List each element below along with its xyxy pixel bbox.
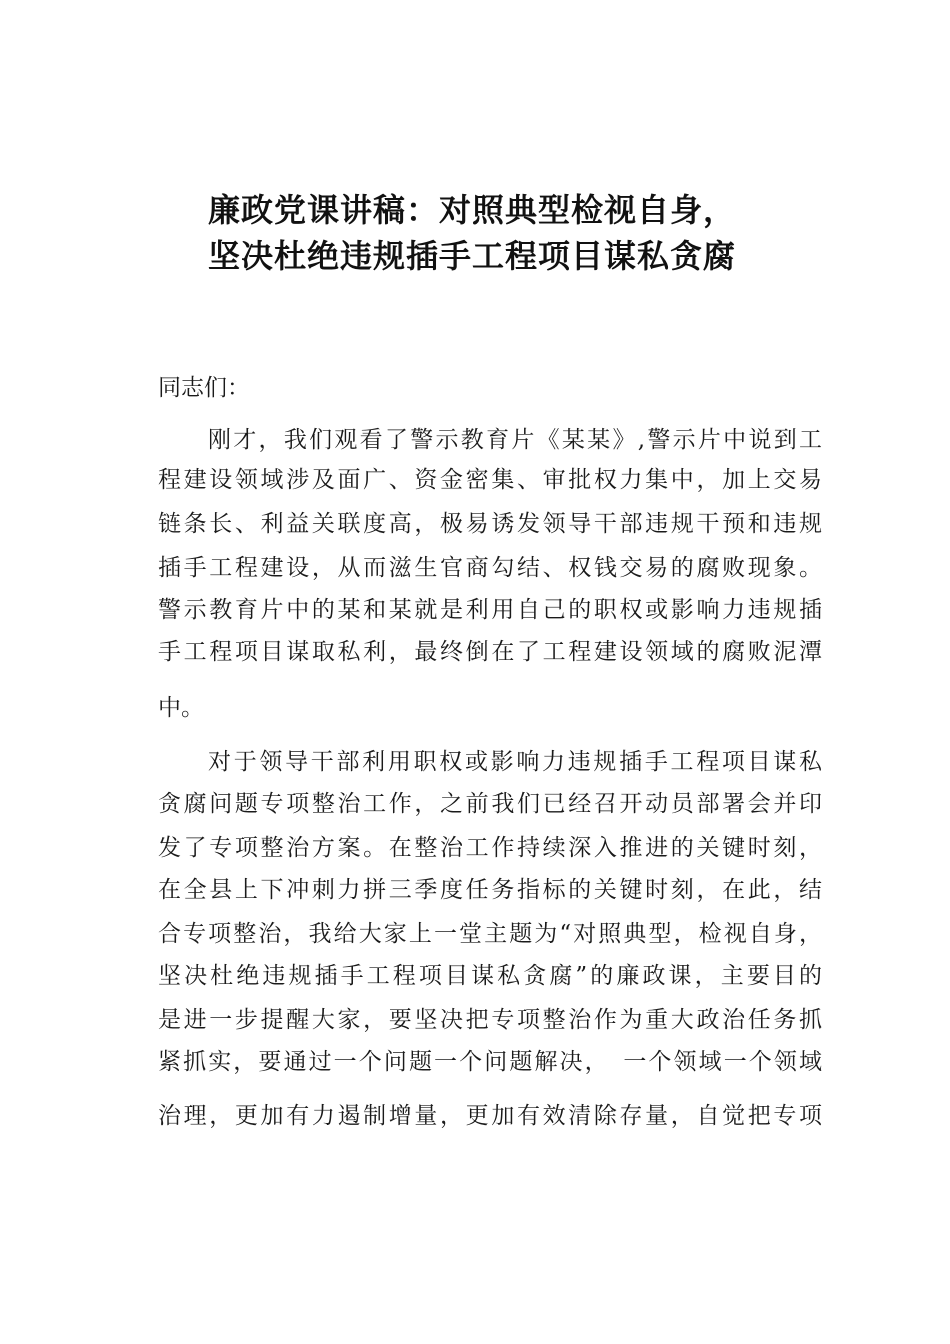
paragraph-1-line-4: 插手工程建设，从而滋生官商勾结、权钱交易的腐败现象。 bbox=[158, 555, 822, 581]
paragraph-1-line-1: 刚才，我们观看了警示教育片《某某》,警示片中说到工 bbox=[208, 427, 822, 453]
paragraph-2-line-1: 对于领导干部利用职权或影响力违规插手工程项目谋私 bbox=[208, 749, 822, 775]
document-title-line-2: 坚决杜绝违规插手工程项目谋私贪腐 bbox=[208, 237, 737, 275]
paragraph-1-line-3: 链条长、利益关联度高，极易诱发领导干部违规干预和违规 bbox=[158, 511, 822, 537]
document-title-line-1: 廉政党课讲稿：对照典型检视自身， bbox=[208, 191, 737, 229]
paragraph-1-line-5: 警示教育片中的某和某就是利用自己的职权或影响力违规插 bbox=[158, 597, 822, 623]
paragraph-2-line-9: 治理，更加有力遏制增量，更加有效清除存量，自觉把专项 bbox=[158, 1103, 822, 1129]
paragraph-2-line-8: 紧抓实，要通过一个问题一个问题解决， 一个领域一个领域 bbox=[158, 1049, 822, 1075]
paragraph-1-line-7: 中。 bbox=[158, 695, 204, 721]
paragraph-2-line-6: 坚决杜绝违规插手工程项目谋私贪腐”的廉政课，主要目的 bbox=[158, 963, 822, 989]
paragraph-2-line-5: 合专项整治，我给大家上一堂主题为“对照典型，检视自身， bbox=[158, 921, 822, 947]
paragraph-2-line-7: 是进一步提醒大家，要坚决把专项整治作为重大政治任务抓 bbox=[158, 1007, 822, 1033]
paragraph-1-line-6: 手工程项目谋取私利，最终倒在了工程建设领域的腐败泥潭 bbox=[158, 639, 822, 665]
salutation: 同志们： bbox=[158, 375, 250, 401]
paragraph-2-line-2: 贪腐问题专项整治工作，之前我们已经召开动员部署会并印 bbox=[158, 791, 822, 817]
paragraph-2-line-4: 在全县上下冲刺力拼三季度任务指标的关键时刻，在此，结 bbox=[158, 877, 822, 903]
paragraph-1-line-2: 程建设领域涉及面广、资金密集、审批权力集中，加上交易 bbox=[158, 467, 822, 493]
paragraph-2-line-3: 发了专项整治方案。在整治工作持续深入推进的关键时刻， bbox=[158, 835, 822, 861]
